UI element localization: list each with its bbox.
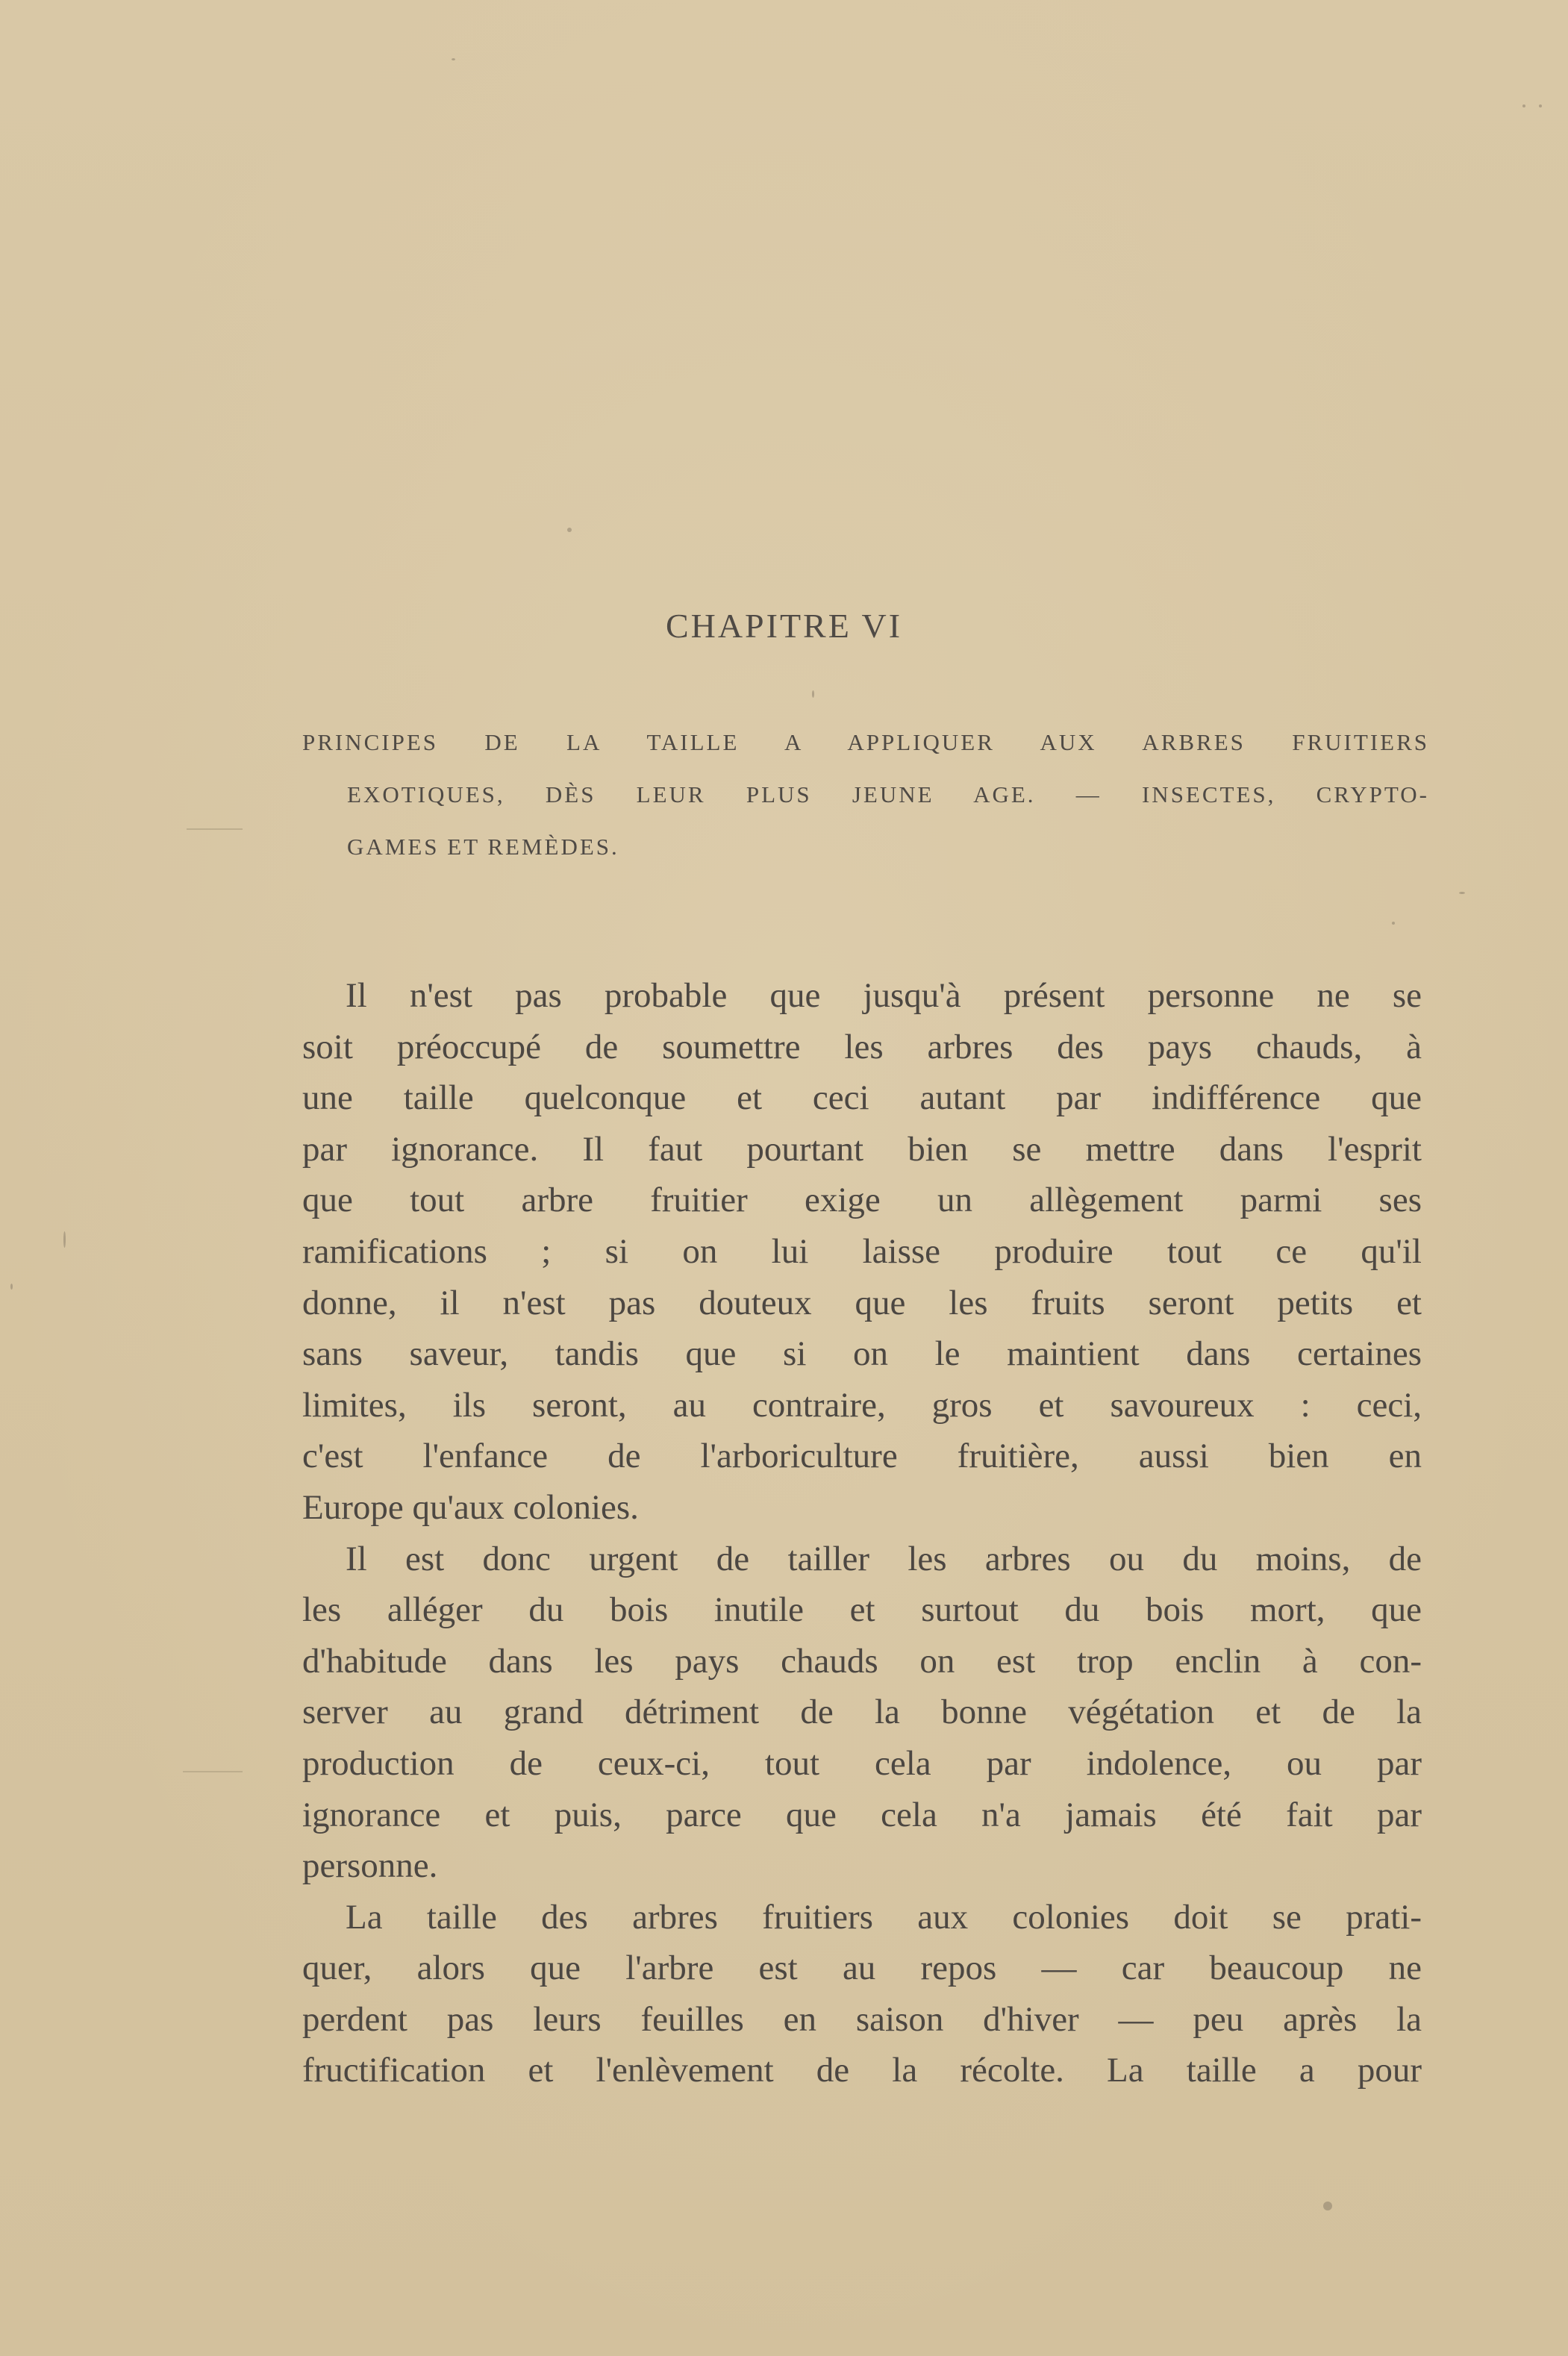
paper-speck	[1459, 892, 1465, 894]
summary-line: PRINCIPES DE LA TAILLE A APPLIQUER AUX ARBRES FRUITIERS	[302, 729, 1429, 755]
paper-speck	[10, 1284, 13, 1290]
text-line: soit préoccupé de soumettre les arbres des pays chauds, à	[302, 1027, 1422, 1066]
paper-mark	[183, 1771, 243, 1772]
text-line: personne.	[302, 1846, 438, 1886]
paper-speck	[1392, 922, 1395, 925]
paper-speck	[812, 690, 814, 698]
text-line: server au grand détriment de la bonne végétation et de la	[302, 1693, 1422, 1732]
text-line: ramifications ; si on lui laisse produire tout ce qu'il	[302, 1231, 1422, 1271]
text-line: Il est donc urgent de tailler les arbres ou du moins, de	[346, 1539, 1422, 1578]
text-line: c'est l'enfance de l'arboriculture fruitière, aussi bien en	[302, 1437, 1422, 1476]
summary-line: GAMES ET REMÈDES.	[347, 834, 619, 860]
paper-speck	[452, 58, 455, 60]
text-line: par ignorance. Il faut pourtant bien se mettre dans l'esprit	[302, 1129, 1422, 1169]
paper-mark	[187, 828, 243, 830]
text-line: une taille quelconque et ceci autant par indifférence que	[302, 1078, 1422, 1118]
text-line: les alléger du bois inutile et surtout du bois mort, que	[302, 1590, 1422, 1630]
paper-speck	[1522, 104, 1525, 107]
chapter-summary	[302, 716, 1429, 873]
paper-speck	[567, 528, 572, 532]
text-line: d'habitude dans les pays chauds on est trop enclin à con-	[302, 1641, 1422, 1681]
text-line: ignorance et puis, parce que cela n'a jamais été fait par	[302, 1795, 1422, 1834]
paper-speck	[1539, 104, 1542, 107]
text-line: limites, ils seront, au contraire, gros et savoureux : ceci,	[302, 1385, 1422, 1425]
chapter-title: CHAPITRE VI	[665, 607, 903, 645]
text-line: La taille des arbres fruitiers aux colonies doit se prati-	[346, 1897, 1422, 1937]
text-line: quer, alors que l'arbre est au repos — car beaucoup ne	[302, 1949, 1422, 1988]
paper-speck	[63, 1231, 66, 1248]
text-line: donne, il n'est pas douteux que les fruits seront petits et	[302, 1283, 1422, 1322]
text-line: Europe qu'aux colonies.	[302, 1487, 639, 1527]
text-line: fructification et l'enlèvement de la récolte. La taille a pour	[302, 2051, 1422, 2090]
text-line: perdent pas leurs feuilles en saison d'hiver — peu après la	[302, 1999, 1422, 2039]
body-text	[302, 970, 1422, 2096]
text-line: sans saveur, tandis que si on le maintient dans certaines	[302, 1334, 1422, 1374]
text-line: que tout arbre fruitier exige un allègement parmi ses	[302, 1181, 1422, 1220]
summary-line: EXOTIQUES, DÈS LEUR PLUS JEUNE AGE. — INSECTES, CRYPTO-	[347, 781, 1429, 807]
text-line: production de ceux-ci, tout cela par indolence, ou par	[302, 1743, 1422, 1783]
paper-speck	[1323, 2202, 1332, 2210]
text-line: Il n'est pas probable que jusqu'à présent personne ne se	[346, 976, 1422, 1015]
